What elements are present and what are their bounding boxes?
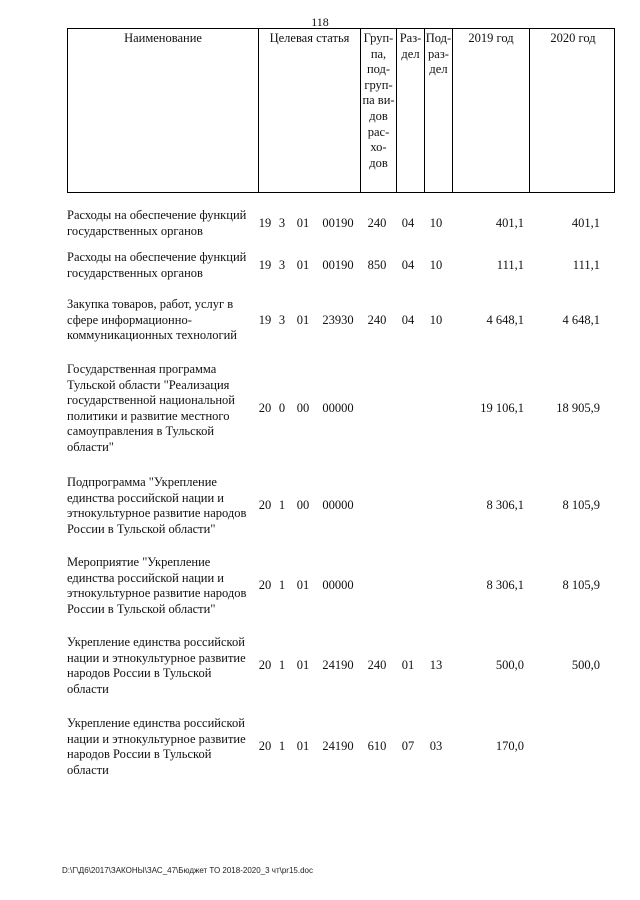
row-name: Расходы на обеспечение функций государственных органов (67, 208, 247, 238)
code-subprogram: 1 (278, 578, 286, 592)
code-program: 19 (258, 258, 272, 272)
code-program: 20 (258, 658, 272, 672)
code-direction: 23930 (322, 313, 354, 327)
value-2019: 401,1 (495, 216, 524, 230)
code-measure: 01 (296, 578, 310, 592)
code-program: 20 (258, 739, 272, 753)
code-program: 20 (258, 498, 272, 512)
code-direction: 00190 (322, 258, 354, 272)
value-2019: 8 306,1 (486, 498, 524, 512)
code-subprogram: 1 (278, 498, 286, 512)
code-group: 850 (367, 258, 387, 272)
header-target-article: Целевая статья (258, 29, 360, 192)
code-measure: 01 (296, 658, 310, 672)
header-year-2019: 2019 год (452, 29, 529, 192)
value-2019: 170,0 (495, 739, 524, 753)
code-subsection: 13 (429, 658, 443, 672)
value-2020: 8 105,9 (562, 498, 600, 512)
code-measure: 01 (296, 258, 310, 272)
code-measure: 01 (296, 216, 310, 230)
code-direction: 24190 (322, 739, 354, 753)
value-2020: 401,1 (571, 216, 600, 230)
code-program: 20 (258, 578, 272, 592)
code-measure: 01 (296, 739, 310, 753)
page-number: 118 (311, 15, 329, 29)
row-name: Подпрограмма "Укрепление единства российской нации и этнокультурное развитие народов России в Тульской области" (67, 475, 247, 536)
value-2019: 500,0 (495, 658, 524, 672)
code-direction: 00000 (322, 401, 354, 415)
row-name: Государственная программа Тульской области "Реализация государственной национальной политики и развитие местного самоуправления в Тульской области" (67, 362, 235, 454)
value-2019: 8 306,1 (486, 578, 524, 592)
value-2019: 4 648,1 (486, 313, 524, 327)
code-section: 04 (401, 216, 415, 230)
header-year-2020: 2020 год (529, 29, 616, 192)
value-2020: 500,0 (571, 658, 600, 672)
code-subprogram: 1 (278, 739, 286, 753)
code-subprogram: 3 (278, 216, 286, 230)
row-name: Укрепление единства российской нации и этнокультурное развитие народов России в Тульской области (67, 716, 246, 777)
code-subsection: 10 (429, 258, 443, 272)
file-path-footer: D:\Г\Д6\2017\ЗАКОНЫ\ЗАС_47\Бюджет ТО 2018-2020_3 чт\pr15.doc (62, 866, 313, 875)
code-measure: 00 (296, 401, 310, 415)
value-2020: 18 905,9 (556, 401, 600, 415)
row-name: Расходы на обеспечение функций государственных органов (67, 250, 247, 280)
code-section: 04 (401, 258, 415, 272)
row-name: Закупка товаров, работ, услуг в сфере информационно-коммуникационных технологий (67, 297, 237, 343)
value-2020: 4 648,1 (562, 313, 600, 327)
code-direction: 00000 (322, 578, 354, 592)
code-measure: 00 (296, 498, 310, 512)
code-program: 19 (258, 216, 272, 230)
code-group: 610 (367, 739, 387, 753)
header-section: Раз- дел (396, 29, 424, 192)
code-measure: 01 (296, 313, 310, 327)
code-subprogram: 3 (278, 258, 286, 272)
code-section: 04 (401, 313, 415, 327)
value-2019: 19 106,1 (480, 401, 524, 415)
code-direction: 24190 (322, 658, 354, 672)
value-2019: 111,1 (496, 258, 524, 272)
header-subsection: Под- раз- дел (424, 29, 452, 192)
code-section: 01 (401, 658, 415, 672)
code-program: 20 (258, 401, 272, 415)
code-group: 240 (367, 216, 387, 230)
code-subsection: 03 (429, 739, 443, 753)
code-subsection: 10 (429, 216, 443, 230)
code-direction: 00190 (322, 216, 354, 230)
code-subprogram: 0 (278, 401, 286, 415)
code-subprogram: 3 (278, 313, 286, 327)
value-2020: 8 105,9 (562, 578, 600, 592)
code-program: 19 (258, 313, 272, 327)
code-group: 240 (367, 313, 387, 327)
code-subprogram: 1 (278, 658, 286, 672)
value-2020: 111,1 (572, 258, 600, 272)
code-subsection: 10 (429, 313, 443, 327)
header-name: Наименование (124, 31, 202, 45)
header-group: Груп- па, под- груп- па ви- дов рас- хо- дов (360, 29, 396, 192)
row-name: Укрепление единства российской нации и этнокультурное развитие народов России в Тульской области (67, 635, 246, 696)
code-group: 240 (367, 658, 387, 672)
code-section: 07 (401, 739, 415, 753)
row-name: Мероприятие "Укрепление единства российской нации и этнокультурное развитие народов России в Тульской области" (67, 555, 247, 616)
table-header (67, 28, 615, 193)
code-direction: 00000 (322, 498, 354, 512)
